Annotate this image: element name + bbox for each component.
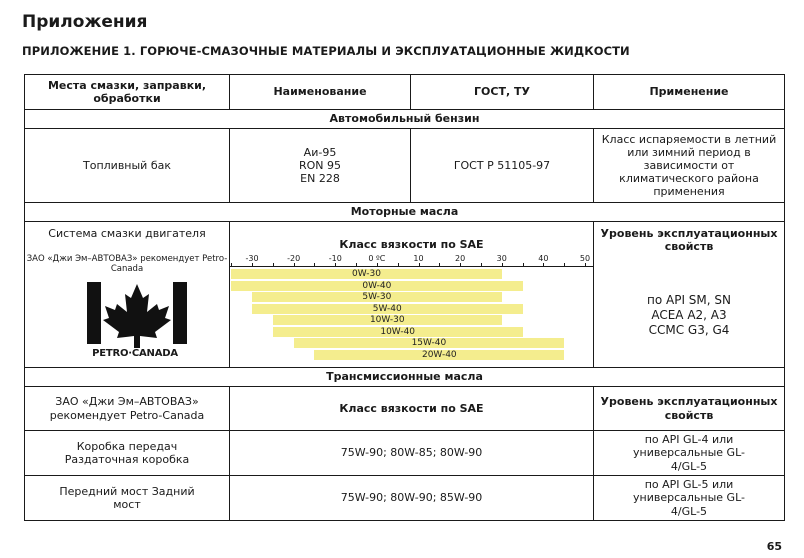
axis-tick	[460, 263, 461, 267]
lubricants-table	[24, 74, 785, 521]
trans-sae-title: Класс вязкости по SAE	[230, 387, 594, 431]
engine-place: Система смазки двигателя	[48, 227, 206, 240]
axis-tick	[481, 263, 482, 267]
viscosity-bar-label: 20W-40	[421, 349, 457, 360]
viscosity-bar	[231, 269, 502, 279]
fuel-place: Топливный бак	[25, 129, 230, 203]
axis-tick	[335, 263, 336, 267]
header-place: Места смазки, заправки, обработки	[25, 75, 230, 110]
viscosity-bar-label: 15W-40	[411, 338, 447, 348]
page-title: Приложения	[22, 12, 148, 32]
trans-recommend: ЗАО «Джи Эм–АВТОВАЗ» рекомендует Petro-Canada	[25, 387, 230, 431]
engine-usage-2: ACEA A2, A3	[651, 308, 727, 323]
fuel-gost: ГОСТ Р 51105-97	[411, 129, 594, 203]
axis-tick	[523, 263, 524, 267]
header-gost: ГОСТ, ТУ	[411, 75, 594, 110]
logo-text: PETRO·CANADA	[92, 348, 178, 359]
section-oil: Моторные масла	[25, 203, 785, 222]
axis-tick	[585, 263, 586, 267]
engine-usage-cell	[594, 222, 785, 368]
viscosity-bar-label: 5W-30	[362, 292, 392, 302]
axis-tick	[398, 263, 399, 267]
tick-label: 20	[455, 254, 466, 263]
axis-tick	[252, 263, 253, 267]
engine-usage-title: Уровень эксплуатационных свойств	[600, 227, 778, 254]
trans-row-usage: по API GL-4 или универсальные GL-4/GL-5	[594, 431, 785, 476]
fuel-grade-3: EN 228	[300, 172, 340, 186]
trans-row-place: Коробка передач Раздаточная коробка	[25, 431, 230, 476]
tick-label: 10	[413, 254, 424, 263]
viscosity-bar-label: 0W-40	[362, 280, 392, 291]
trans-row-sae: 75W-90; 80W-85; 80W-90	[230, 431, 594, 476]
axis-line	[230, 266, 593, 267]
viscosity-bar	[252, 292, 502, 302]
fuel-name	[230, 129, 411, 203]
viscosity-bar	[273, 327, 523, 337]
axis-tick	[419, 263, 420, 267]
axis-tick	[314, 263, 315, 267]
fuel-grade-2: RON 95	[298, 158, 342, 172]
viscosity-bar-label: 10W-30	[369, 315, 405, 325]
axis-tick	[564, 263, 565, 267]
trans-usage-title: Уровень эксплуатационных свойств	[594, 387, 785, 431]
viscosity-bar	[294, 338, 565, 348]
viscosity-chart-cell	[230, 222, 594, 368]
viscosity-bar	[231, 281, 522, 291]
viscosity-bar	[252, 304, 523, 314]
axis-tick	[231, 263, 232, 267]
axis-tick	[543, 263, 544, 267]
viscosity-bar-label: 10W-40	[380, 326, 416, 337]
section-fuel: Автомобильный бензин	[25, 110, 785, 129]
sae-title: Класс вязкости по SAE	[339, 238, 484, 251]
fuel-usage: Класс испаряемости в летний или зимний период в зависимости от климатического района применения	[594, 129, 785, 203]
axle-row-place: Передний мост Задний мост	[25, 476, 230, 521]
viscosity-bar-label: 0W-30	[351, 269, 381, 279]
header-name: Наименование	[230, 75, 411, 110]
section-title: ПРИЛОЖЕНИЕ 1. ГОРЮЧЕ-СМАЗОЧНЫЕ МАТЕРИАЛЫ И ЭКСПЛУАТАЦИОННЫЕ ЖИДКОСТИ	[22, 44, 630, 58]
axis-tick	[377, 263, 378, 267]
tick-label: -20	[287, 254, 301, 263]
header-usage: Применение	[594, 75, 785, 110]
page-number: 65	[766, 540, 782, 553]
axis-tick	[273, 263, 274, 267]
axis-tick	[356, 263, 357, 267]
axle-row-usage: по API GL-5 или универсальные GL-4/GL-5	[594, 476, 785, 521]
section-trans: Трансмиссионные масла	[25, 368, 785, 387]
viscosity-chart	[230, 222, 593, 367]
tick-label: 30	[496, 254, 507, 263]
tick-label: 40	[538, 254, 549, 263]
engine-usage-1: по API SM, SN	[647, 293, 731, 308]
axis-tick	[294, 263, 295, 267]
tick-label: 0 ºC	[368, 254, 386, 263]
tick-label: 50	[579, 254, 591, 263]
axle-row-sae: 75W-90; 80W-90; 85W-90	[230, 476, 594, 521]
tick-label: -10	[328, 254, 342, 263]
temperature-axis	[230, 254, 593, 266]
axis-tick	[502, 263, 503, 267]
viscosity-bar-label: 5W-40	[372, 303, 402, 314]
viscosity-bar	[273, 315, 502, 325]
engine-place-cell	[25, 222, 230, 368]
fuel-grade-1: Аи-95	[303, 145, 337, 159]
engine-recommend: ЗАО «Джи Эм–АВТОВАЗ» рекомендует Petro-Canada	[26, 254, 228, 274]
viscosity-bar	[314, 350, 564, 360]
axis-tick	[439, 263, 440, 267]
engine-usage-3: CCMC G3, G4	[648, 323, 730, 338]
tick-label: -30	[245, 254, 259, 263]
